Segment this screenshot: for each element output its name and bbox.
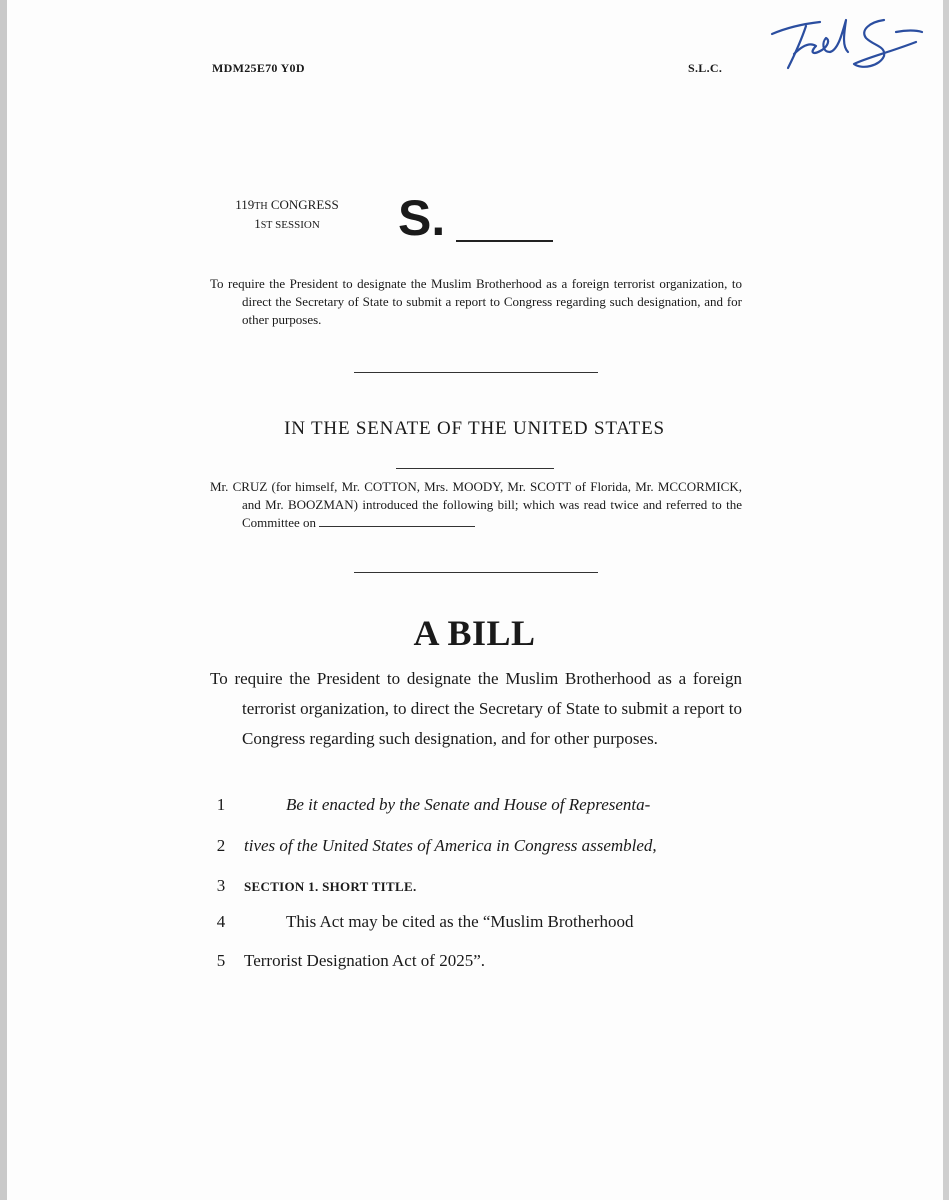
line-number: 4 <box>216 912 226 931</box>
bill-line-2 <box>0 836 949 866</box>
line-number: 1 <box>216 795 226 814</box>
line-number: 2 <box>216 836 226 855</box>
congress-session-block <box>212 196 362 234</box>
sponsors-paragraph: Mr. CRUZ (for himself, Mr. COTTON, Mrs. MOODY, Mr. SCOTT of Florida, Mr. MCCORMICK, and Mr. BOOZMAN) introduced the following bill; which was read twice and referred to the Committee on <box>210 479 742 530</box>
divider-rule-bottom <box>354 572 598 573</box>
short-title-part-2: Terrorist Designation Act of 2025”. <box>244 951 486 970</box>
bill-line-3 <box>0 876 949 906</box>
bill-number-prefix: S. <box>398 190 446 246</box>
purpose-summary: To require the President to designate the Muslim Brotherhood as a foreign terrorist organization, to direct the Secretary of State to submit a report to Congress regarding such designation, and for other purposes. <box>210 276 742 327</box>
slc-label: S.L.C. <box>688 61 723 75</box>
document-code: MDM25E70 Y0D <box>212 61 305 75</box>
section-heading: SECTION 1. SHORT TITLE. <box>244 879 417 894</box>
enacting-clause-part-2: tives of the United States of America in Congress assembled, <box>244 836 657 855</box>
short-title-part-1: This Act may be cited as the “Muslim Brotherhood <box>286 912 634 931</box>
bill-title: A BILL <box>413 613 536 653</box>
purpose-full: To require the President to designate the Muslim Brotherhood as a foreign terrorist organization, to direct the Secretary of State to submit a report to Congress regarding such designation, and for other purposes. <box>210 669 742 748</box>
enacting-clause-part-1: Be it enacted by the Senate and House of Representa- <box>286 795 651 814</box>
bill-number-blank <box>456 240 553 242</box>
divider-rule-short <box>396 468 554 469</box>
congress-line: 119TH CONGRESS <box>235 197 339 212</box>
bill-line-4 <box>0 912 949 942</box>
line-number: 3 <box>216 876 226 895</box>
session-line: 1ST SESSION <box>254 216 320 231</box>
bill-line-1 <box>0 795 949 825</box>
divider-rule-top <box>354 372 598 373</box>
page-left-edge <box>0 0 7 1200</box>
handwritten-signature <box>766 12 926 80</box>
line-number: 5 <box>216 951 226 970</box>
committee-blank-line <box>319 514 475 527</box>
senate-heading: IN THE SENATE OF THE UNITED STATES <box>284 418 665 439</box>
page-right-edge <box>943 0 949 1200</box>
bill-line-5 <box>0 951 949 981</box>
